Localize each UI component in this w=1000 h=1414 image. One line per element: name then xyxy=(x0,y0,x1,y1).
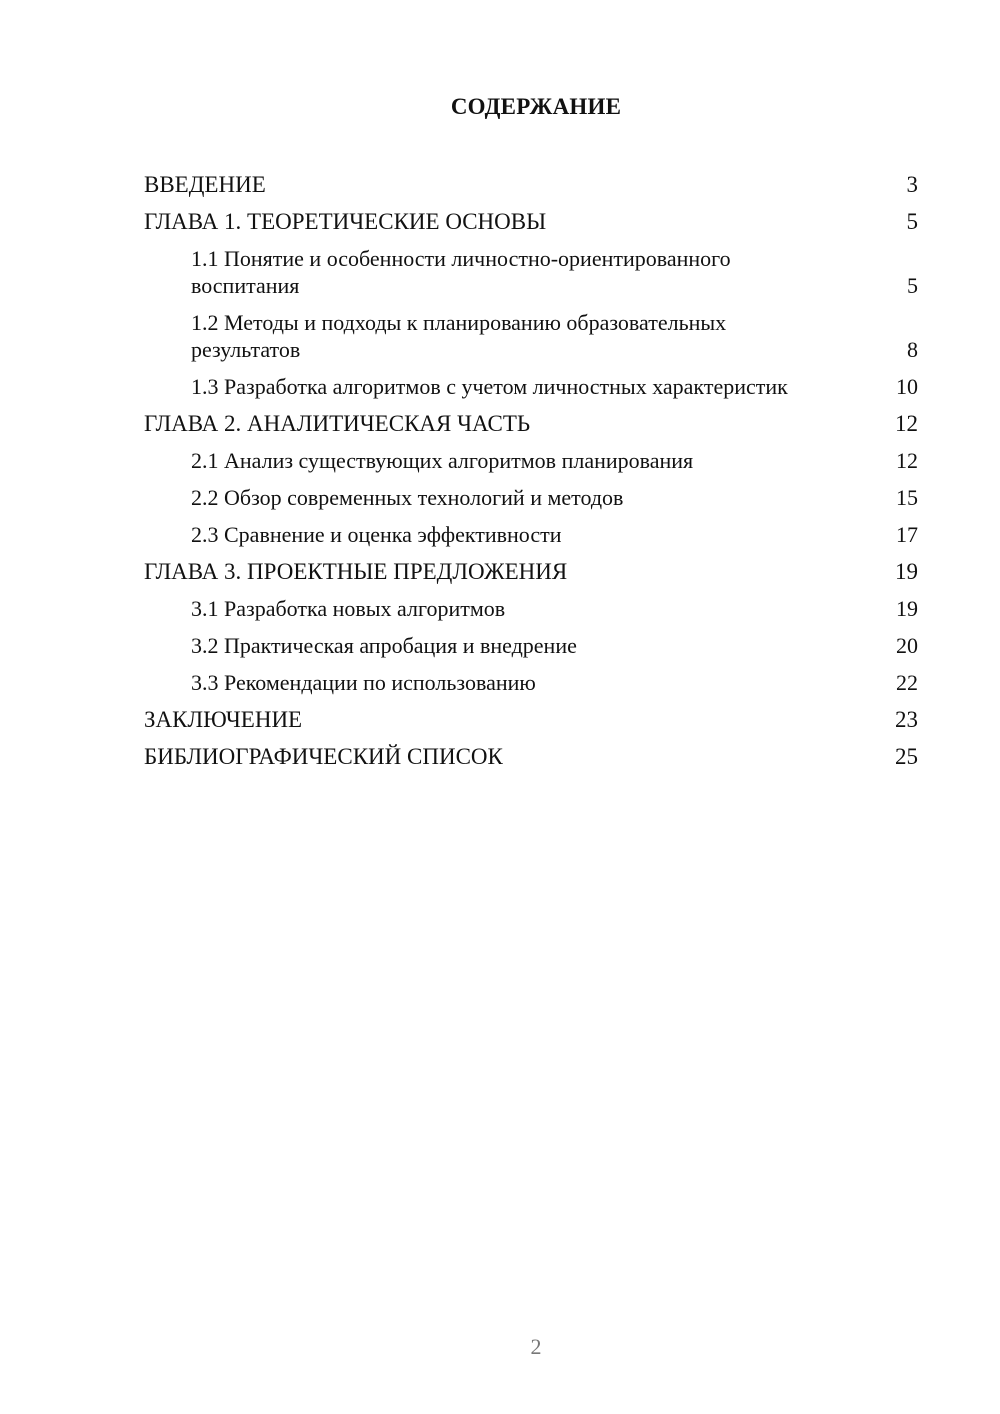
toc-entry-section-2-3 xyxy=(144,516,918,553)
toc-entry-text: 1.2 Методы и подходы к планированию образовательных результатов xyxy=(191,310,727,362)
toc-entry-bibliography xyxy=(144,738,918,775)
toc-entry-page: 10 xyxy=(896,374,918,399)
toc-entry-text: ВВЕДЕНИЕ xyxy=(144,172,266,197)
toc-entry-page: 23 xyxy=(895,707,918,732)
toc-entry-section-3-3 xyxy=(144,664,918,701)
toc-entry-text: 3.2 Практическая апробация и внедрение xyxy=(191,633,577,658)
toc-entry-text: ГЛАВА 2. АНАЛИТИЧЕСКАЯ ЧАСТЬ xyxy=(144,411,531,436)
toc-entry-text: ЗАКЛЮЧЕНИЕ xyxy=(144,707,303,732)
toc-entry-chapter-3 xyxy=(144,553,918,590)
toc-entry-introduction xyxy=(144,166,918,203)
toc-entry-page: 12 xyxy=(896,448,918,473)
toc-entry-text: 2.3 Сравнение и оценка эффективности xyxy=(191,522,562,547)
toc-entry-section-3-1 xyxy=(144,590,918,627)
toc-entry-page: 17 xyxy=(896,522,918,547)
toc-entry-text: 3.3 Рекомендации по использованию xyxy=(191,670,536,695)
toc-entry-text: ГЛАВА 1. ТЕОРЕТИЧЕСКИЕ ОСНОВЫ xyxy=(144,209,547,234)
toc-entry-text: 1.3 Разработка алгоритмов с учетом личностных характеристик xyxy=(191,374,788,399)
toc-entry-text: 2.2 Обзор современных технологий и методов xyxy=(191,485,624,510)
toc-entry-text: 3.1 Разработка новых алгоритмов xyxy=(191,596,506,621)
toc-entry-section-1-2 xyxy=(144,304,918,368)
toc-entry-page: 5 xyxy=(906,209,918,234)
toc-entry-page: 19 xyxy=(895,559,918,584)
toc-entry-page: 19 xyxy=(896,596,918,621)
toc-entry-section-1-3 xyxy=(144,368,918,405)
page-title: СОДЕРЖАНИЕ xyxy=(450,94,622,119)
toc-entry-text: 1.1 Понятие и особенности личностно-ориентированного воспитания xyxy=(191,246,731,298)
page-number: 2 xyxy=(530,1334,542,1359)
toc-entry-page: 8 xyxy=(907,337,918,362)
toc-entry-page: 5 xyxy=(907,273,918,298)
toc-entry-page: 20 xyxy=(896,633,918,658)
toc-entry-page: 25 xyxy=(895,744,918,769)
toc-entry-section-2-1 xyxy=(144,442,918,479)
toc-entry-section-3-2 xyxy=(144,627,918,664)
toc-entry-page: 15 xyxy=(896,485,918,510)
toc-entry-text: БИБЛИОГРАФИЧЕСКИЙ СПИСОК xyxy=(144,744,503,769)
toc-entry-chapter-2 xyxy=(144,405,918,442)
toc-entry-page: 12 xyxy=(895,411,918,436)
toc-entry-page: 3 xyxy=(906,172,918,197)
toc-entry-section-2-2 xyxy=(144,479,918,516)
toc-entry-page: 22 xyxy=(896,670,918,695)
toc-entry-section-1-1 xyxy=(144,240,918,304)
toc-entry-text: 2.1 Анализ существующих алгоритмов планирования xyxy=(191,448,694,473)
toc-entry-conclusion xyxy=(144,701,918,738)
toc-entry-text: ГЛАВА 3. ПРОЕКТНЫЕ ПРЕДЛОЖЕНИЯ xyxy=(144,559,568,584)
table-of-contents xyxy=(144,166,918,775)
toc-entry-chapter-1 xyxy=(144,203,918,240)
